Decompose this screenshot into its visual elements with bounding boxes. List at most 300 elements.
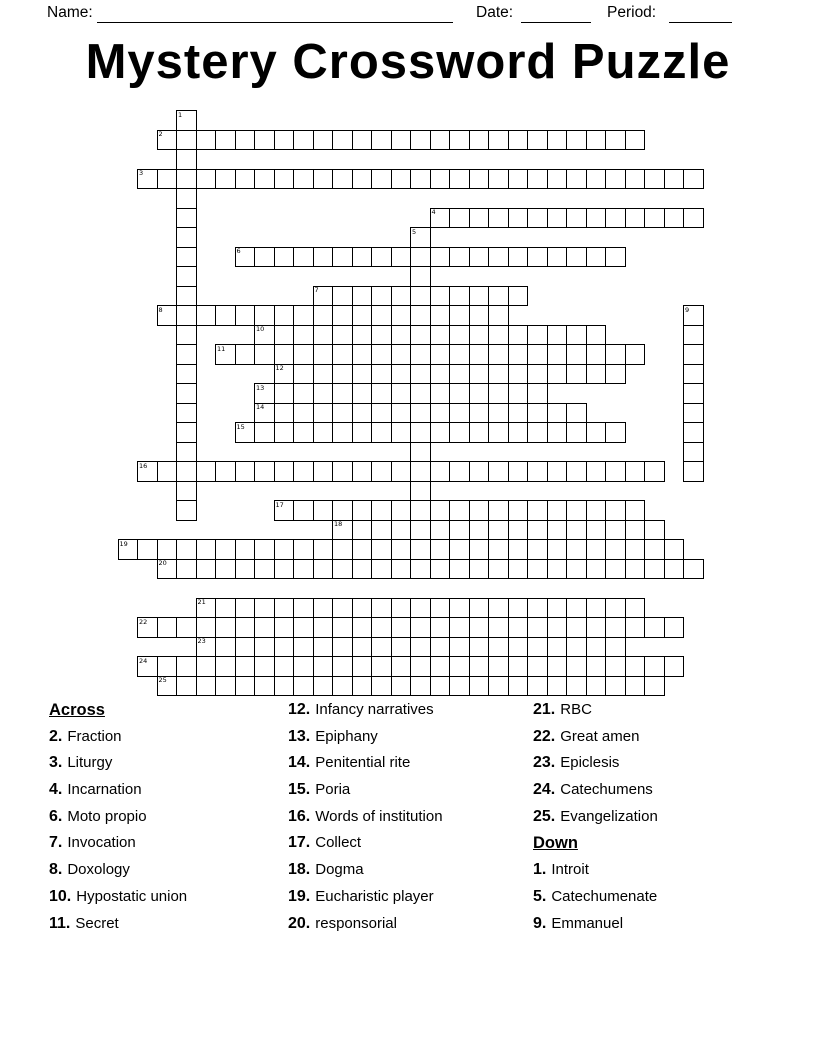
grid-cell[interactable]: [547, 344, 568, 365]
grid-cell[interactable]: [430, 520, 451, 541]
grid-cell[interactable]: [625, 539, 646, 560]
grid-cell[interactable]: [586, 520, 607, 541]
grid-cell[interactable]: [371, 422, 392, 443]
grid-cell[interactable]: [683, 364, 704, 385]
grid-cell[interactable]: [586, 656, 607, 677]
grid-cell[interactable]: [508, 520, 529, 541]
grid-cell[interactable]: [371, 539, 392, 560]
grid-cell[interactable]: [605, 169, 626, 190]
grid-cell[interactable]: [215, 676, 236, 697]
grid-cell[interactable]: [469, 559, 490, 580]
grid-cell[interactable]: [371, 403, 392, 424]
grid-cell[interactable]: [196, 169, 217, 190]
grid-cell[interactable]: [176, 422, 197, 443]
grid-cell[interactable]: [332, 403, 353, 424]
grid-cell[interactable]: [410, 637, 431, 658]
grid-cell[interactable]: [352, 617, 373, 638]
grid-cell[interactable]: [176, 286, 197, 307]
grid-cell[interactable]: [683, 305, 704, 326]
grid-cell[interactable]: [527, 461, 548, 482]
grid-cell[interactable]: [449, 520, 470, 541]
grid-cell[interactable]: [488, 559, 509, 580]
grid-cell[interactable]: [644, 617, 665, 638]
grid-cell[interactable]: [410, 442, 431, 463]
grid-cell[interactable]: [352, 461, 373, 482]
grid-cell[interactable]: [215, 598, 236, 619]
grid-cell[interactable]: [449, 364, 470, 385]
grid-cell[interactable]: [215, 169, 236, 190]
grid-cell[interactable]: [605, 559, 626, 580]
grid-cell[interactable]: [625, 500, 646, 521]
grid-cell[interactable]: [371, 500, 392, 521]
grid-cell[interactable]: [352, 598, 373, 619]
grid-cell[interactable]: [274, 559, 295, 580]
grid-cell[interactable]: [508, 344, 529, 365]
grid-cell[interactable]: [215, 344, 236, 365]
grid-cell[interactable]: [157, 617, 178, 638]
grid-cell[interactable]: [371, 637, 392, 658]
grid-cell[interactable]: [274, 617, 295, 638]
grid-cell[interactable]: [469, 169, 490, 190]
grid-cell[interactable]: [391, 539, 412, 560]
grid-cell[interactable]: [391, 344, 412, 365]
grid-cell[interactable]: [625, 130, 646, 151]
grid-cell[interactable]: [332, 247, 353, 268]
grid-cell[interactable]: [527, 559, 548, 580]
grid-cell[interactable]: [176, 559, 197, 580]
grid-cell[interactable]: [371, 247, 392, 268]
grid-cell[interactable]: [605, 461, 626, 482]
grid-cell[interactable]: [488, 286, 509, 307]
grid-cell[interactable]: [449, 130, 470, 151]
grid-cell[interactable]: [293, 617, 314, 638]
grid-cell[interactable]: [605, 247, 626, 268]
grid-cell[interactable]: [488, 500, 509, 521]
grid-cell[interactable]: [176, 188, 197, 209]
grid-cell[interactable]: [605, 617, 626, 638]
grid-cell[interactable]: [410, 286, 431, 307]
grid-cell[interactable]: [586, 617, 607, 638]
grid-cell[interactable]: [391, 247, 412, 268]
grid-cell[interactable]: [332, 656, 353, 677]
grid-cell[interactable]: [352, 130, 373, 151]
grid-cell[interactable]: [274, 598, 295, 619]
grid-cell[interactable]: [176, 130, 197, 151]
grid-cell[interactable]: [605, 520, 626, 541]
grid-cell[interactable]: [176, 325, 197, 346]
grid-cell[interactable]: [332, 169, 353, 190]
grid-cell[interactable]: [371, 520, 392, 541]
grid-cell[interactable]: [274, 676, 295, 697]
grid-cell[interactable]: [527, 520, 548, 541]
grid-cell[interactable]: [410, 656, 431, 677]
grid-cell[interactable]: [683, 344, 704, 365]
grid-cell[interactable]: [313, 130, 334, 151]
grid-cell[interactable]: [586, 325, 607, 346]
grid-cell[interactable]: [313, 383, 334, 404]
grid-cell[interactable]: [391, 598, 412, 619]
grid-cell[interactable]: [449, 208, 470, 229]
grid-cell[interactable]: [508, 403, 529, 424]
grid-cell[interactable]: [469, 364, 490, 385]
grid-cell[interactable]: [391, 305, 412, 326]
grid-cell[interactable]: [371, 364, 392, 385]
grid-cell[interactable]: [332, 130, 353, 151]
grid-cell[interactable]: [274, 325, 295, 346]
grid-cell[interactable]: [449, 656, 470, 677]
grid-cell[interactable]: [430, 364, 451, 385]
grid-cell[interactable]: [410, 539, 431, 560]
grid-cell[interactable]: [118, 539, 139, 560]
grid-cell[interactable]: [430, 539, 451, 560]
grid-cell[interactable]: [196, 539, 217, 560]
grid-cell[interactable]: [176, 461, 197, 482]
grid-cell[interactable]: [508, 656, 529, 677]
grid-cell[interactable]: [547, 422, 568, 443]
grid-cell[interactable]: [586, 637, 607, 658]
grid-cell[interactable]: [625, 617, 646, 638]
grid-cell[interactable]: [332, 617, 353, 638]
grid-cell[interactable]: [332, 637, 353, 658]
grid-cell[interactable]: [313, 422, 334, 443]
grid-cell[interactable]: [566, 169, 587, 190]
grid-cell[interactable]: [313, 598, 334, 619]
grid-cell[interactable]: [449, 676, 470, 697]
grid-cell[interactable]: [547, 637, 568, 658]
grid-cell[interactable]: [586, 676, 607, 697]
grid-cell[interactable]: [488, 208, 509, 229]
grid-cell[interactable]: [274, 305, 295, 326]
grid-cell[interactable]: [664, 208, 685, 229]
grid-cell[interactable]: [371, 169, 392, 190]
grid-cell[interactable]: [547, 247, 568, 268]
grid-cell[interactable]: [547, 520, 568, 541]
grid-cell[interactable]: [391, 461, 412, 482]
grid-cell[interactable]: [293, 559, 314, 580]
grid-cell[interactable]: [371, 676, 392, 697]
grid-cell[interactable]: [410, 247, 431, 268]
grid-cell[interactable]: [313, 617, 334, 638]
grid-cell[interactable]: [605, 344, 626, 365]
grid-cell[interactable]: [313, 539, 334, 560]
grid-cell[interactable]: [625, 461, 646, 482]
grid-cell[interactable]: [196, 656, 217, 677]
grid-cell[interactable]: [410, 500, 431, 521]
grid-cell[interactable]: [332, 305, 353, 326]
grid-cell[interactable]: [293, 383, 314, 404]
grid-cell[interactable]: [391, 617, 412, 638]
grid-cell[interactable]: [430, 169, 451, 190]
grid-cell[interactable]: [625, 344, 646, 365]
grid-cell[interactable]: [176, 305, 197, 326]
grid-cell[interactable]: [176, 110, 197, 131]
grid-cell[interactable]: [625, 520, 646, 541]
grid-cell[interactable]: [586, 500, 607, 521]
grid-cell[interactable]: [137, 169, 158, 190]
grid-cell[interactable]: [469, 344, 490, 365]
grid-cell[interactable]: [469, 325, 490, 346]
grid-cell[interactable]: [332, 344, 353, 365]
grid-cell[interactable]: [352, 403, 373, 424]
grid-cell[interactable]: [683, 169, 704, 190]
grid-cell[interactable]: [215, 656, 236, 677]
grid-cell[interactable]: [508, 461, 529, 482]
grid-cell[interactable]: [527, 325, 548, 346]
grid-cell[interactable]: [488, 617, 509, 638]
grid-cell[interactable]: [527, 383, 548, 404]
grid-cell[interactable]: [332, 539, 353, 560]
grid-cell[interactable]: [586, 208, 607, 229]
grid-cell[interactable]: [274, 500, 295, 521]
grid-cell[interactable]: [352, 676, 373, 697]
grid-cell[interactable]: [274, 383, 295, 404]
grid-cell[interactable]: [410, 266, 431, 287]
grid-cell[interactable]: [313, 247, 334, 268]
grid-cell[interactable]: [430, 637, 451, 658]
grid-cell[interactable]: [391, 637, 412, 658]
grid-cell[interactable]: [449, 637, 470, 658]
grid-cell[interactable]: [488, 539, 509, 560]
grid-cell[interactable]: [566, 461, 587, 482]
grid-cell[interactable]: [254, 422, 275, 443]
grid-cell[interactable]: [235, 305, 256, 326]
grid-cell[interactable]: [410, 344, 431, 365]
grid-cell[interactable]: [254, 598, 275, 619]
grid-cell[interactable]: [254, 403, 275, 424]
grid-cell[interactable]: [254, 305, 275, 326]
grid-cell[interactable]: [469, 422, 490, 443]
grid-cell[interactable]: [274, 403, 295, 424]
grid-cell[interactable]: [235, 344, 256, 365]
grid-cell[interactable]: [605, 208, 626, 229]
grid-cell[interactable]: [410, 305, 431, 326]
grid-cell[interactable]: [176, 539, 197, 560]
grid-cell[interactable]: [566, 500, 587, 521]
grid-cell[interactable]: [605, 500, 626, 521]
grid-cell[interactable]: [469, 383, 490, 404]
grid-cell[interactable]: [488, 461, 509, 482]
grid-cell[interactable]: [352, 422, 373, 443]
grid-cell[interactable]: [508, 637, 529, 658]
grid-cell[interactable]: [644, 539, 665, 560]
grid-cell[interactable]: [586, 461, 607, 482]
grid-cell[interactable]: [215, 637, 236, 658]
grid-cell[interactable]: [508, 208, 529, 229]
grid-cell[interactable]: [586, 130, 607, 151]
grid-cell[interactable]: [313, 676, 334, 697]
grid-cell[interactable]: [430, 461, 451, 482]
grid-cell[interactable]: [391, 656, 412, 677]
grid-cell[interactable]: [176, 149, 197, 170]
grid-cell[interactable]: [566, 364, 587, 385]
grid-cell[interactable]: [566, 403, 587, 424]
grid-cell[interactable]: [527, 344, 548, 365]
grid-cell[interactable]: [137, 656, 158, 677]
grid-cell[interactable]: [527, 656, 548, 677]
grid-cell[interactable]: [469, 520, 490, 541]
grid-cell[interactable]: [293, 344, 314, 365]
grid-cell[interactable]: [664, 539, 685, 560]
grid-cell[interactable]: [488, 344, 509, 365]
grid-cell[interactable]: [391, 403, 412, 424]
grid-cell[interactable]: [176, 617, 197, 638]
grid-cell[interactable]: [469, 539, 490, 560]
grid-cell[interactable]: [683, 383, 704, 404]
grid-cell[interactable]: [566, 539, 587, 560]
grid-cell[interactable]: [508, 169, 529, 190]
grid-cell[interactable]: [683, 422, 704, 443]
grid-cell[interactable]: [157, 169, 178, 190]
grid-cell[interactable]: [410, 169, 431, 190]
grid-cell[interactable]: [352, 247, 373, 268]
grid-cell[interactable]: [371, 286, 392, 307]
grid-cell[interactable]: [605, 676, 626, 697]
grid-cell[interactable]: [547, 559, 568, 580]
grid-cell[interactable]: [430, 286, 451, 307]
grid-cell[interactable]: [352, 383, 373, 404]
grid-cell[interactable]: [352, 286, 373, 307]
grid-cell[interactable]: [605, 422, 626, 443]
grid-cell[interactable]: [254, 247, 275, 268]
grid-cell[interactable]: [332, 286, 353, 307]
grid-cell[interactable]: [313, 637, 334, 658]
grid-cell[interactable]: [469, 598, 490, 619]
grid-cell[interactable]: [683, 325, 704, 346]
grid-cell[interactable]: [469, 403, 490, 424]
grid-cell[interactable]: [313, 286, 334, 307]
grid-cell[interactable]: [410, 617, 431, 638]
grid-cell[interactable]: [332, 383, 353, 404]
grid-cell[interactable]: [332, 676, 353, 697]
grid-cell[interactable]: [235, 676, 256, 697]
grid-cell[interactable]: [176, 383, 197, 404]
grid-cell[interactable]: [683, 559, 704, 580]
grid-cell[interactable]: [547, 325, 568, 346]
grid-cell[interactable]: [332, 598, 353, 619]
grid-cell[interactable]: [293, 422, 314, 443]
grid-cell[interactable]: [488, 305, 509, 326]
grid-cell[interactable]: [508, 383, 529, 404]
grid-cell[interactable]: [313, 656, 334, 677]
grid-cell[interactable]: [235, 598, 256, 619]
grid-cell[interactable]: [508, 617, 529, 638]
grid-cell[interactable]: [430, 403, 451, 424]
grid-cell[interactable]: [449, 461, 470, 482]
grid-cell[interactable]: [430, 247, 451, 268]
grid-cell[interactable]: [235, 169, 256, 190]
grid-cell[interactable]: [332, 422, 353, 443]
grid-cell[interactable]: [176, 227, 197, 248]
grid-cell[interactable]: [488, 598, 509, 619]
grid-cell[interactable]: [235, 656, 256, 677]
grid-cell[interactable]: [371, 656, 392, 677]
grid-cell[interactable]: [469, 637, 490, 658]
grid-cell[interactable]: [332, 364, 353, 385]
grid-cell[interactable]: [547, 130, 568, 151]
grid-cell[interactable]: [488, 130, 509, 151]
grid-cell[interactable]: [586, 247, 607, 268]
grid-cell[interactable]: [469, 656, 490, 677]
grid-cell[interactable]: [508, 364, 529, 385]
grid-cell[interactable]: [254, 676, 275, 697]
grid-cell[interactable]: [664, 559, 685, 580]
grid-cell[interactable]: [274, 461, 295, 482]
grid-cell[interactable]: [566, 617, 587, 638]
grid-cell[interactable]: [586, 539, 607, 560]
grid-cell[interactable]: [293, 403, 314, 424]
grid-cell[interactable]: [430, 422, 451, 443]
grid-cell[interactable]: [488, 364, 509, 385]
grid-cell[interactable]: [176, 208, 197, 229]
grid-cell[interactable]: [352, 559, 373, 580]
grid-cell[interactable]: [527, 598, 548, 619]
grid-cell[interactable]: [391, 520, 412, 541]
grid-cell[interactable]: [391, 325, 412, 346]
grid-cell[interactable]: [371, 598, 392, 619]
grid-cell[interactable]: [274, 130, 295, 151]
grid-cell[interactable]: [371, 617, 392, 638]
grid-cell[interactable]: [254, 383, 275, 404]
grid-cell[interactable]: [683, 461, 704, 482]
grid-cell[interactable]: [449, 169, 470, 190]
grid-cell[interactable]: [430, 598, 451, 619]
grid-cell[interactable]: [235, 539, 256, 560]
grid-cell[interactable]: [449, 539, 470, 560]
grid-cell[interactable]: [176, 442, 197, 463]
grid-cell[interactable]: [683, 403, 704, 424]
grid-cell[interactable]: [547, 539, 568, 560]
grid-cell[interactable]: [683, 208, 704, 229]
grid-cell[interactable]: [215, 305, 236, 326]
grid-cell[interactable]: [293, 325, 314, 346]
grid-cell[interactable]: [449, 598, 470, 619]
grid-cell[interactable]: [313, 500, 334, 521]
grid-cell[interactable]: [274, 169, 295, 190]
grid-cell[interactable]: [430, 500, 451, 521]
grid-cell[interactable]: [196, 676, 217, 697]
grid-cell[interactable]: [391, 383, 412, 404]
grid-cell[interactable]: [469, 500, 490, 521]
grid-cell[interactable]: [371, 130, 392, 151]
grid-cell[interactable]: [332, 461, 353, 482]
grid-cell[interactable]: [527, 676, 548, 697]
grid-cell[interactable]: [527, 637, 548, 658]
grid-cell[interactable]: [371, 344, 392, 365]
grid-cell[interactable]: [176, 656, 197, 677]
grid-cell[interactable]: [644, 208, 665, 229]
grid-cell[interactable]: [527, 617, 548, 638]
grid-cell[interactable]: [625, 208, 646, 229]
grid-cell[interactable]: [566, 344, 587, 365]
grid-cell[interactable]: [196, 617, 217, 638]
grid-cell[interactable]: [235, 247, 256, 268]
grid-cell[interactable]: [508, 559, 529, 580]
grid-cell[interactable]: [254, 169, 275, 190]
grid-cell[interactable]: [274, 637, 295, 658]
grid-cell[interactable]: [391, 364, 412, 385]
grid-cell[interactable]: [196, 598, 217, 619]
grid-cell[interactable]: [293, 637, 314, 658]
grid-cell[interactable]: [157, 656, 178, 677]
grid-cell[interactable]: [430, 208, 451, 229]
grid-cell[interactable]: [644, 169, 665, 190]
grid-cell[interactable]: [605, 598, 626, 619]
grid-cell[interactable]: [157, 461, 178, 482]
grid-cell[interactable]: [508, 247, 529, 268]
grid-cell[interactable]: [625, 676, 646, 697]
grid-cell[interactable]: [430, 305, 451, 326]
grid-cell[interactable]: [410, 598, 431, 619]
